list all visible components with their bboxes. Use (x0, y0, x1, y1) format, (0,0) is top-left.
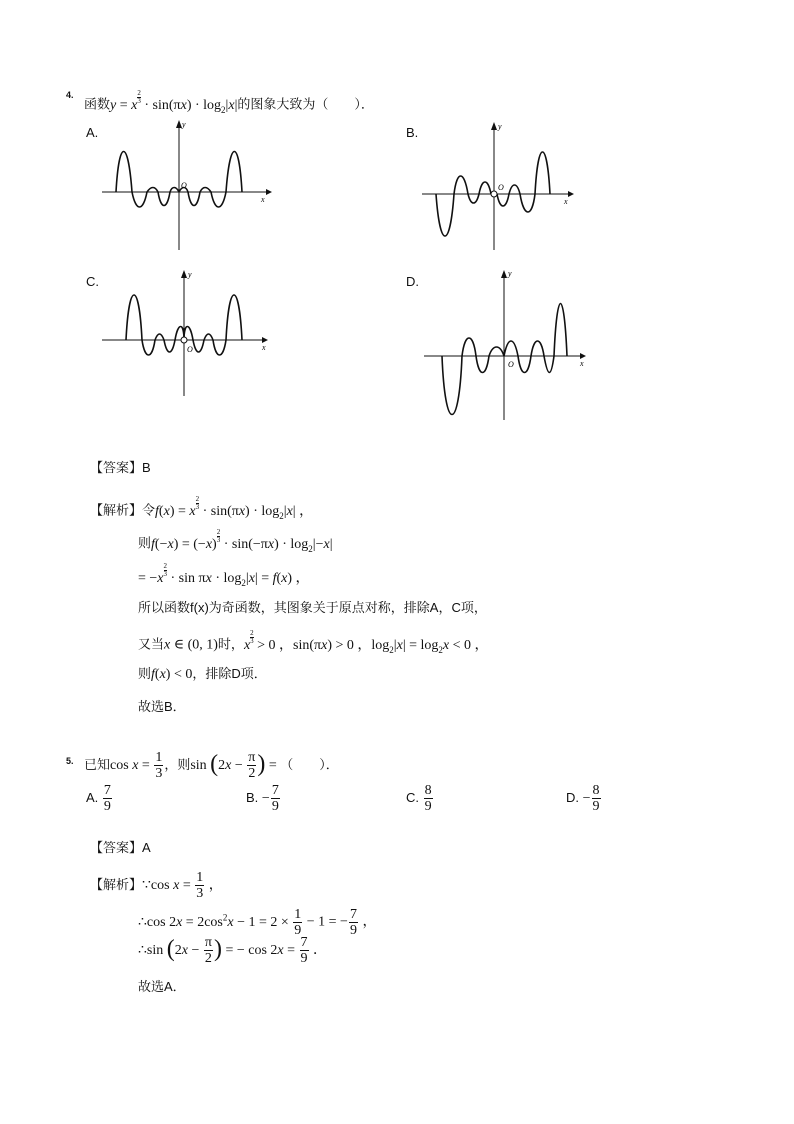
x-axis-arrow (568, 191, 574, 197)
q5-analysis-line-2: ∴cos $2x = 2\cos^2x - 1 = 2$ × $\frac{1}{9}$ − 1 = − $\frac{7}{9}$ ， (138, 906, 377, 938)
x-axis-label: x (564, 197, 568, 206)
q5-option-a-label: A. (86, 790, 99, 805)
q4-option-c-label[interactable]: C. (86, 274, 99, 289)
hollow-origin (181, 337, 187, 343)
q4-analysis-line-6 (138, 663, 267, 683)
q5-analysis-label: 【解析】 (90, 877, 143, 892)
q4-graph-a[interactable] (96, 118, 272, 254)
q5-cos-given: cos x = (110, 758, 154, 773)
q5-option-b[interactable]: B. − $\frac{7}{9}$ (246, 783, 279, 815)
q4-answer-value: B (142, 460, 151, 475)
q5-seven-ninths: $\frac{7}{9}$ (300, 935, 308, 967)
curve-d-left (442, 338, 504, 415)
q5-conclusion: 故选A． (138, 979, 186, 994)
q5-one-ninth: $\frac{1}{9}$ (294, 906, 302, 938)
q4-analysis-line-3 (138, 563, 310, 587)
q5-stem-prefix: 已知 (84, 757, 111, 772)
q4-analysis-line-1 (90, 496, 313, 520)
curve-b-left (436, 176, 491, 236)
hollow-origin (491, 191, 497, 197)
q5-option-c[interactable] (406, 782, 434, 814)
y-axis-label: y (182, 120, 186, 129)
origin-label: O (187, 345, 193, 354)
q5-option-d-value: $\frac{8}{9}$ (592, 783, 600, 815)
q4-exclude-d: ，排除D项． (192, 666, 267, 681)
q5-one-third: $\frac{1}{3}$ (155, 750, 163, 782)
q4-analysis-line-2 (138, 529, 333, 553)
q5-because-cos: ∵cos x = (142, 878, 195, 893)
origin-label: O (181, 181, 187, 190)
q4-conclusion: 故选B． (138, 699, 186, 714)
q5-option-d-label: D. (566, 790, 579, 805)
q4-analysis-line-4: 所以函数f(x)为奇函数，其图象关于原点对称，排除A，C项， (138, 600, 487, 615)
curve-b-right (497, 152, 550, 212)
q4-negative-result: f(x) < 0 (151, 667, 193, 682)
y-axis-arrow (491, 122, 497, 130)
q4-sign-conditions: x $\frac{2}{3}$ > 0 ，sin(πx) > 0 ，$\log_2|x| = \log_2x < 0$ ， (243, 629, 489, 655)
q5-answer-label: 【答案】 (90, 840, 143, 855)
q5-option-b-value: $\frac{7}{9}$ (271, 783, 279, 815)
q5-option-a-value: $\frac{7}{9}$ (103, 783, 111, 815)
q5-because-value: $\frac{1}{3}$ (196, 870, 204, 902)
q4-option-b-label[interactable]: B. (406, 125, 419, 140)
origin-label: O (508, 360, 514, 369)
q5-stem-mid: ，则 (164, 757, 191, 772)
q4-then-word: 则 (138, 535, 152, 551)
y-axis-arrow (181, 270, 187, 278)
q5-option-a[interactable] (86, 782, 113, 814)
q4-analysis-line-5 (138, 630, 489, 654)
q5-sin-expression: sin (2x − $\frac{\pi}{2}$ ) = (190, 750, 281, 782)
q4-answer-label: 【答案】 (90, 460, 143, 475)
q5-option-d[interactable]: D. − $\frac{8}{9}$ (566, 783, 600, 815)
q4-analysis-label: 【解析】 (90, 502, 143, 518)
x-axis-arrow (266, 189, 272, 195)
q4-stem-suffix: 的图象大致为（ ）． (237, 96, 374, 112)
q5-analysis-line-1: 【解析】∵cos x = $\frac{1}{3}$ ， (90, 870, 223, 902)
q4-stem-prefix: 函数 (84, 96, 111, 112)
q4-function-formula: y = x $\frac{2}{3}$ · $\sin(\pi x) \cdot \log_2|x|$ (110, 89, 238, 115)
x-axis-label: x (580, 359, 584, 368)
q5-option-c-label: C. (406, 790, 419, 805)
q4-graph-c[interactable] (98, 268, 274, 402)
y-axis-label: y (508, 269, 512, 278)
q4-when-word: 时， (217, 636, 244, 652)
q5-double-angle: ∴cos $2x = 2\cos^2x - 1 = 2$ × (138, 912, 293, 930)
q4-number: 4. (66, 90, 74, 100)
q4-formula-odd: = −x $\frac{2}{3}$ · $\sin \pi x \cdot \log_2|x| = f(x)$ ， (138, 562, 310, 588)
q4-stem (84, 90, 374, 114)
q5-stem (84, 748, 339, 783)
q5-neg-seven-ninths: $\frac{7}{9}$ (349, 906, 357, 938)
q4-also-word: 又当 (138, 636, 165, 652)
q4-formula-neg: f(−x) = (−x) $\frac{2}{3}$ · $\sin(-\pi x) \cdot \log_2|-x|$ (151, 528, 333, 554)
q4-graph-b[interactable] (418, 118, 578, 254)
x-axis-label: x (262, 343, 266, 352)
q5-analysis-line-3: ∴sin (2x − $\frac{\pi}{2}$ ) = − cos 2x = $\frac{7}{9}$ ． (138, 935, 328, 967)
q4-answer (90, 457, 151, 476)
q5-stem-suffix: （ ）． (280, 757, 339, 772)
q4-let-word: 令 (142, 502, 156, 518)
q5-option-c-value: $\frac{8}{9}$ (424, 783, 432, 815)
y-axis-label: y (188, 270, 192, 279)
q4-option-d-label[interactable]: D. (406, 274, 419, 289)
q4-then-word-2: 则 (138, 666, 152, 681)
curve-c-left (126, 295, 184, 355)
q5-sin-result: ∴sin (2x − $\frac{\pi}{2}$ ) = − cos 2x = (138, 935, 299, 967)
q5-number: 5. (66, 756, 74, 766)
q4-formula-def: f(x) = x $\frac{2}{3}$ · $\sin(\pi x) \cdot \log_2|x|$ ， (155, 495, 314, 521)
q5-answer (90, 837, 151, 856)
q5-option-b-label: B. (246, 790, 259, 805)
y-axis-arrow (501, 270, 507, 278)
q4-interval: x ∈ (0, 1) (164, 637, 218, 653)
origin-label: O (498, 183, 504, 192)
q4-option-a-label[interactable]: A. (86, 125, 99, 140)
q5-answer-value: A (142, 840, 151, 855)
q4-graph-d[interactable] (420, 266, 592, 424)
x-axis-label: x (261, 195, 265, 204)
y-axis-label: y (498, 122, 502, 131)
